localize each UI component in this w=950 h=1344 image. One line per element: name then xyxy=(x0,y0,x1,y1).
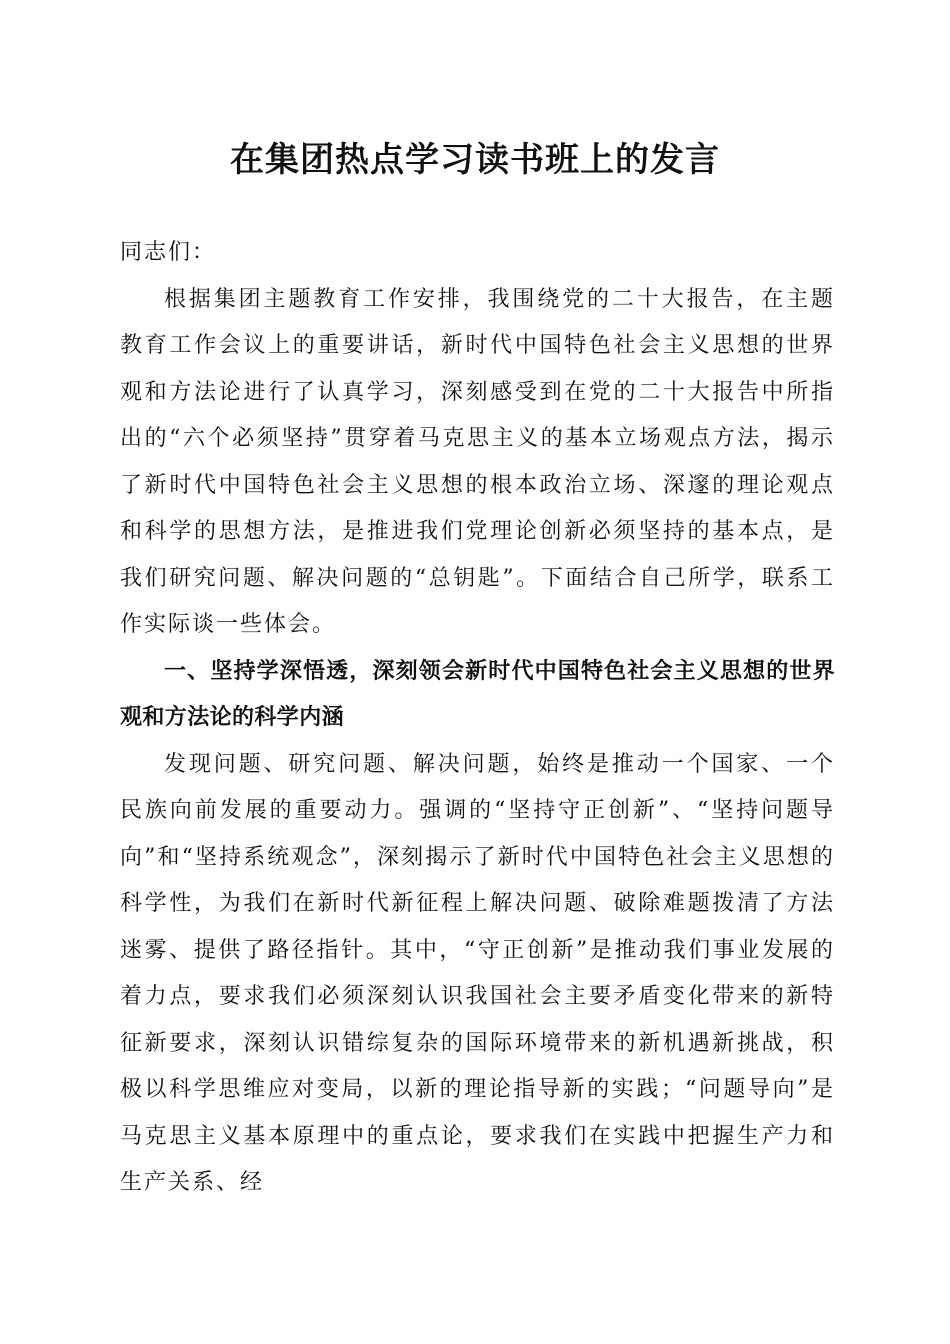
document-body xyxy=(120,230,835,1207)
document-title: 在集团热点学习读书班上的发言 xyxy=(230,140,720,180)
greeting: 同志们： xyxy=(120,240,217,265)
paragraph-section-1: 发现问题、研究问题、解决问题，始终是推动一个国家、一个民族向前发展的重要动力。强调的“坚持守正创新”、“坚持问题导向”和“坚持系统观念”，深刻揭示了新时代中国特色社会主义思想的科学性，为我们在新时代新征程上解决问题、破除难题拨清了方法迷雾、提供了路径指针。其中，“守正创新”是推动我们事业发展的着力点，要求我们必须深刻认识我国社会主要矛盾变化带来的新特征新要求，深刻认识错综复杂的国际环境带来的新机遇新挑战，积极以科学思维应对变局，以新的理论指导新的实践；“问题导向”是马克思主义基本原理中的重点论，要求我们在实践中把握生产力和生产关系、经 xyxy=(120,751,835,1195)
section-heading-1: 一、坚持学深悟透，深刻领会新时代中国特色社会主义思想的世界观和方法论的科学内涵 xyxy=(120,658,835,730)
paragraph-intro: 根据集团主题教育工作安排，我围绕党的二十大报告，在主题教育工作会议上的重要讲话，新时代中国特色社会主义思想的世界观和方法论进行了认真学习，深刻感受到在党的二十大报告中所指出的“六个必须坚持”贯穿着马克思主义的基本立场观点方法，揭示了新时代中国特色社会主义思想的根本政治立场、深邃的理论观点和科学的思想方法，是推进我们党理论创新必须坚持的基本点，是我们研究问题、解决问题的“总钥匙”。下面结合自己所学，联系工作实际谈一些体会。 xyxy=(120,286,835,637)
